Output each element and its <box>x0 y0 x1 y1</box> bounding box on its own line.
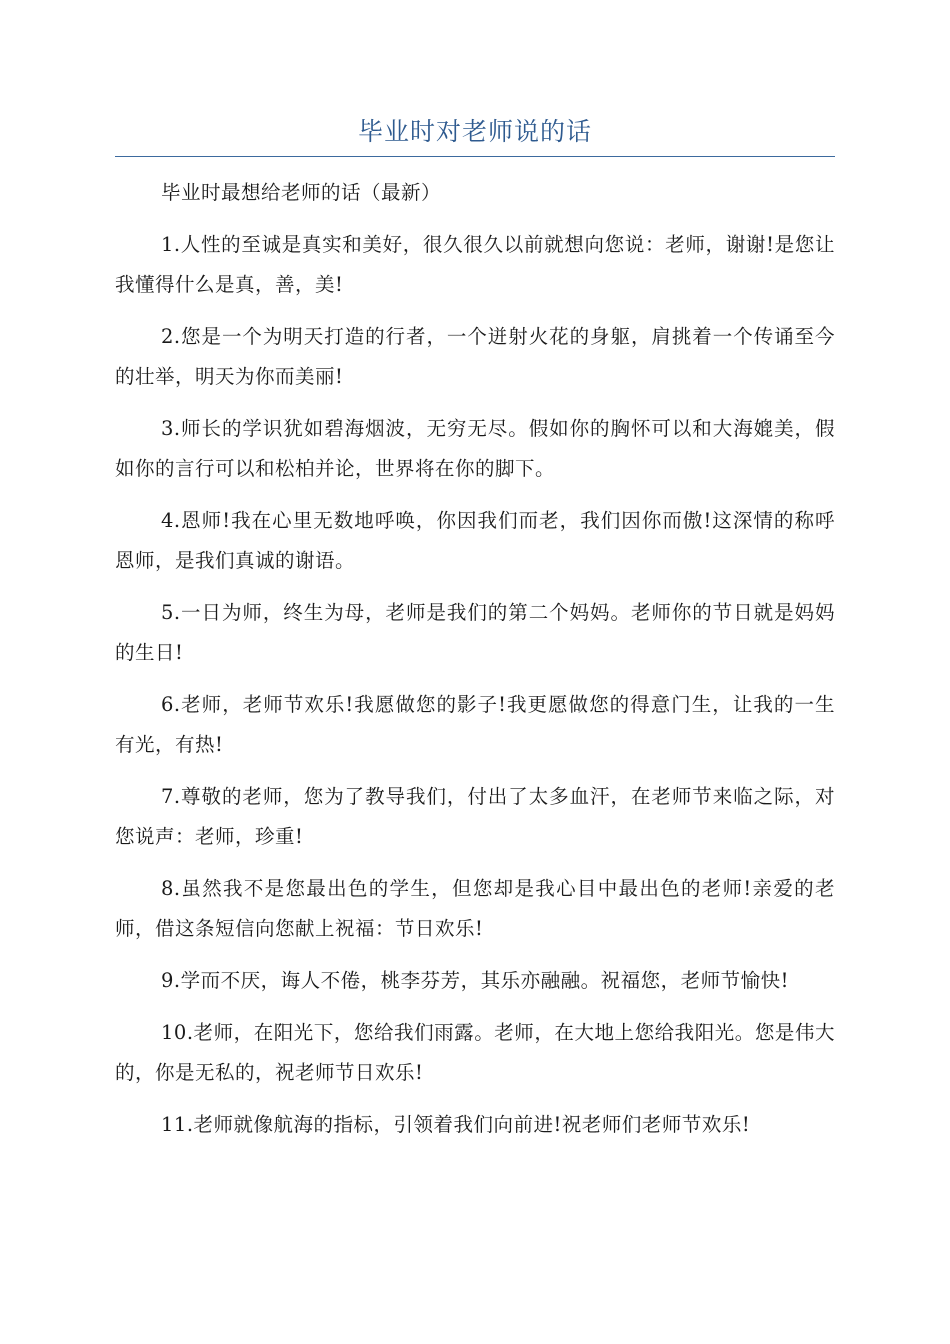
page-title: 毕业时对老师说的话 <box>357 117 592 146</box>
title-block <box>115 112 835 157</box>
paragraph-10: 10.老师，在阳光下，您给我们雨露。老师，在大地上您给我阳光。您是伟大的，你是无私的，祝老师节日欢乐! <box>115 1021 835 1084</box>
paragraph-6: 6.老师，老师节欢乐!我愿做您的影子!我更愿做您的得意门生，让我的一生有光，有热! <box>115 693 835 756</box>
paragraph-8: 8.虽然我不是您最出色的学生，但您却是我心目中最出色的老师!亲爱的老师，借这条短信向您献上祝福：节日欢乐! <box>115 877 835 940</box>
paragraph-4: 4.恩师!我在心里无数地呼唤，你因我们而老，我们因你而傲!这深情的称呼恩师，是我们真诚的谢语。 <box>115 509 835 572</box>
paragraph-2: 2.您是一个为明天打造的行者，一个迸射火花的身躯，肩挑着一个传诵至今的壮举，明天为你而美丽! <box>115 325 835 388</box>
paragraph-9: 9.学而不厌，诲人不倦，桃李芬芳，其乐亦融融。祝福您，老师节愉快! <box>161 969 789 992</box>
paragraph-5: 5.一日为师，终生为母，老师是我们的第二个妈妈。老师你的节日就是妈妈的生日! <box>115 601 835 664</box>
paragraph-3: 3.师长的学识犹如碧海烟波，无穷无尽。假如你的胸怀可以和大海媲美，假如你的言行可以和松柏并论，世界将在你的脚下。 <box>115 417 835 480</box>
paragraph-11: 11.老师就像航海的指标，引领着我们向前进!祝老师们老师节欢乐! <box>161 1113 751 1136</box>
document-body <box>115 173 835 1157</box>
paragraph-7: 7.尊敬的老师，您为了教导我们，付出了太多血汗，在老师节来临之际，对您说声：老师，珍重! <box>115 785 835 848</box>
section-heading: 毕业时最想给老师的话（最新） <box>161 181 442 204</box>
paragraph-1: 1.人性的至诚是真实和美好，很久很久以前就想向您说：老师，谢谢!是您让我懂得什么是真，善，美! <box>115 233 835 296</box>
